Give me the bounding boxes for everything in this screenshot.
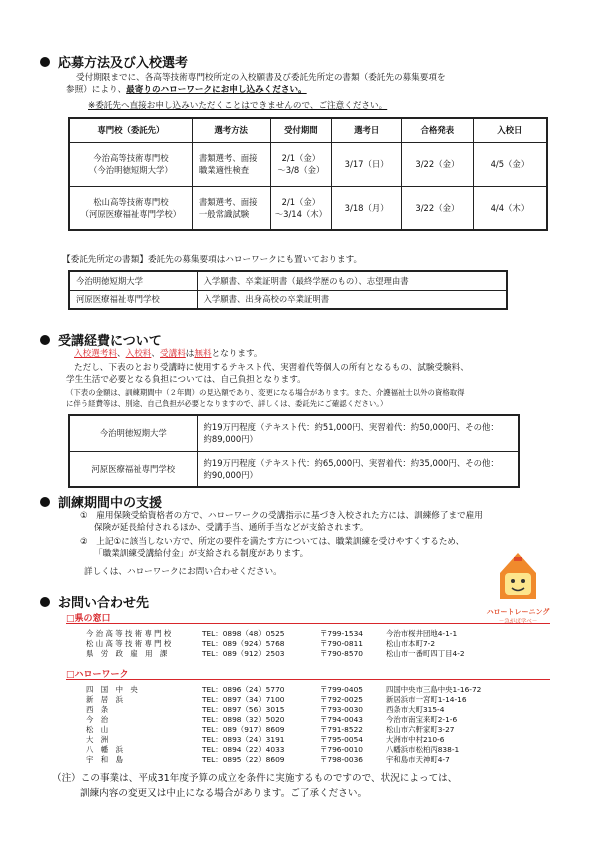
- entry-cell: 4/5（金）: [473, 142, 547, 186]
- contact-tel: TEL：089（912）2503: [202, 649, 285, 658]
- method-cell: [192, 186, 270, 230]
- application-table: [68, 117, 548, 231]
- period-start: 2/1（金）: [281, 153, 321, 163]
- method-line1: 書類選考、面接: [198, 196, 258, 207]
- table-row: [69, 142, 547, 186]
- bullet-icon: [40, 597, 50, 607]
- contact-tel: TEL：0897（34）7100: [202, 695, 285, 704]
- contact-name: 今 治: [86, 715, 109, 724]
- documents-table: [68, 270, 508, 310]
- contact-zip: 〒799-1534: [320, 629, 363, 638]
- fees-mid-text: は: [185, 349, 195, 359]
- header-entry: 入校日: [473, 118, 547, 142]
- contact-name: 宇 和 島: [86, 755, 123, 764]
- period-start: 2/1（金）: [281, 196, 321, 207]
- contact-tel: TEL：0898（48）0525: [202, 629, 285, 638]
- period-cell: [270, 186, 332, 230]
- fee-free-label: 無料: [194, 349, 212, 359]
- contact-name: 県 労 政 雇 用 課: [86, 649, 168, 658]
- contact-tel: TEL：089（924）5768: [202, 639, 285, 648]
- fee-item-selection: 入校選考料: [74, 349, 117, 359]
- result-cell: 3/22（金）: [402, 186, 474, 230]
- fees-cost-cell: [197, 451, 519, 487]
- application-para-line2: [66, 84, 307, 96]
- contact-name: 四 国 中 央: [86, 685, 138, 694]
- application-note: ※委託先へ直接お申し込みいただくことはできませんので、ご注意ください。: [88, 101, 388, 111]
- hellowork-label: □ハローワーク: [66, 670, 129, 680]
- table-row: [69, 186, 547, 230]
- bullet-icon: [40, 57, 50, 67]
- period-end: ～3/14（木）: [274, 208, 328, 219]
- contact-address: 宇和島市天神町4-7: [386, 755, 450, 764]
- application-heading: [40, 52, 188, 71]
- contact-zip: 〒795-0054: [320, 735, 363, 744]
- contact-address: 西条市大町315-4: [386, 705, 445, 714]
- contact-name: 西 条: [86, 705, 109, 714]
- fees-free-line: [74, 348, 262, 360]
- fees-school-cell: 今治明徳短期大学: [69, 415, 197, 451]
- contact-zip: 〒790-0811: [320, 639, 363, 648]
- contact-tel: TEL：0894（22）4033: [202, 745, 285, 754]
- school-partner: （河原医療福祉専門学校）: [80, 208, 182, 219]
- contact-zip: 〒791-8522: [320, 725, 363, 734]
- fees-para-line1: ただし、下表のとおり受講時に使用するテキスト代、実習着代等個人の所有となるもの、試験受験料、: [74, 363, 469, 373]
- method-line2: 一般常識試験: [198, 208, 250, 219]
- support-heading-text: 訓練期間中の支援: [58, 496, 163, 511]
- table-row: [69, 290, 507, 309]
- pref-divider: [66, 623, 550, 624]
- contact-address: 松山市一番町四丁目4-2: [386, 649, 465, 658]
- header-period: 受付期間: [270, 118, 332, 142]
- support-more: 詳しくは、ハローワークにお問い合わせください。: [84, 567, 282, 577]
- contact-address: 新居浜市一宮町1-14-16: [386, 695, 467, 704]
- contact-tel: TEL：089（917）8609: [202, 725, 285, 734]
- logo-subtext: －急がば学べ－: [498, 619, 538, 625]
- documents-docs-cell: 入学願書、出身高校の卒業証明書: [197, 290, 507, 309]
- period-cell: [270, 142, 332, 186]
- fees-school-cell: 河原医療福祉専門学校: [69, 451, 197, 487]
- contact-tel: TEL：0898（32）5020: [202, 715, 285, 724]
- method-cell: [192, 142, 270, 186]
- result-cell: 3/22（金）: [402, 142, 474, 186]
- contact-name: 大 洲: [86, 735, 109, 744]
- contact-heading: [40, 592, 149, 611]
- table-row: [69, 271, 507, 290]
- fee-item-entry: 入校料: [125, 349, 152, 359]
- contact-address: 八幡浜市松柏丙838-1: [386, 745, 460, 754]
- fees-cost-cell: [197, 415, 519, 451]
- separator: 、: [116, 349, 126, 359]
- contact-name: 八 幡 浜: [86, 745, 123, 754]
- application-heading-text: 応募方法及び入校選考: [58, 56, 189, 71]
- application-apply-notice: 最寄りのハローワークにお申し込みください。: [126, 85, 307, 95]
- support-item1-line2: 保険が延長給付されるほか、受講手当、通所手当などが支給されます。: [94, 523, 369, 533]
- fees-cost-line1: 約19万円程度（テキスト代：約51,000円、実習着代：約50,000円、その他：: [203, 422, 499, 433]
- fees-table: [68, 414, 520, 488]
- support-item2-line1: ② 上記①に該当しない方で、所定の要件を満たす方については、職業訓練を受けやすくするため、: [80, 537, 465, 547]
- footer-line2: 訓練内容の変更又は中止になる場合があります。ご了承ください。: [80, 788, 368, 799]
- mascot-icon: [478, 551, 558, 603]
- support-item1-line1: ① 雇用保険受給資格者の方で、ハローワークの受講指示に基づき入校された方には、訓練修了まで雇用: [80, 511, 483, 521]
- contact-heading-text: お問い合わせ先: [58, 596, 150, 611]
- contact-zip: 〒798-0036: [320, 755, 363, 764]
- support-item2-line2: 「職業訓練受講給付金」が支給される制度があります。: [94, 549, 309, 559]
- bullet-icon: [40, 497, 50, 507]
- hello-training-logo: [478, 551, 558, 625]
- school-cell: [69, 142, 192, 186]
- application-para-line1: 受付期限までに、各高等技術専門校所定の入校願書及び委託先所定の書類（委託先の募集要項を: [76, 73, 446, 83]
- application-para-line2-start: 参照）により、: [66, 85, 127, 95]
- documents-caption: 【委託先所定の書類】委託先の募集要項はハローワークにも置いております。: [62, 255, 363, 265]
- application-table-header-row: [69, 118, 547, 142]
- fees-heading-text: 受講経費について: [58, 334, 162, 349]
- separator: 、: [151, 349, 160, 359]
- contact-zip: 〒794-0043: [320, 715, 363, 724]
- contact-zip: 〒793-0030: [320, 705, 363, 714]
- entry-cell: 4/4（木）: [473, 186, 547, 230]
- support-heading: [40, 492, 162, 511]
- contact-zip: 〒799-0405: [320, 685, 363, 694]
- contact-address: 四国中央市三島中央1-16-72: [386, 685, 482, 694]
- contact-zip: 〒792-0025: [320, 695, 363, 704]
- logo-text: ハロートレーニング: [486, 608, 550, 616]
- contact-tel: TEL：0893（24）3191: [202, 735, 285, 744]
- documents-school-cell: 今治明徳短期大学: [69, 271, 197, 290]
- fees-small-line2: に伴う経費等は、別途、自己負担が必要となりますので、詳しくは、委託先にご確認ください。）: [66, 399, 388, 408]
- contact-address: 松山市本町7-2: [386, 639, 436, 648]
- contact-tel: TEL：0897（56）3015: [202, 705, 285, 714]
- header-school: 専門校（委託先）: [69, 118, 192, 142]
- fees-cost-line1: 約19万円程度（テキスト代：約65,000円、実習着代：約35,000円、その他：: [203, 457, 499, 468]
- contact-name: 新 居 浜: [86, 695, 123, 704]
- fees-para-line2: 学生生活で必要となる負担については、自己負担となります。: [66, 375, 306, 385]
- period-end: ～3/8（金）: [277, 165, 325, 175]
- contact-address: 松山市六軒家町3-27: [386, 725, 455, 734]
- fees-heading: [40, 330, 162, 349]
- method-line1: 書類選考、面接: [198, 153, 258, 163]
- bullet-icon: [40, 335, 50, 345]
- exam-cell: 3/18（月）: [332, 186, 402, 230]
- table-row: [69, 415, 519, 451]
- footer-line1: （注）この事業は、平成31年度予算の成立を条件に実施するものですので、状況によっては、: [52, 773, 458, 784]
- fees-end-text: となります。: [211, 349, 263, 359]
- contact-zip: 〒790-8570: [320, 649, 363, 658]
- documents-school-cell: 河原医療福祉専門学校: [69, 290, 197, 309]
- method-line2: 職業適性検査: [198, 165, 250, 175]
- school-partner: （今治明徳短期大学）: [89, 165, 173, 175]
- hellowork-divider: [66, 679, 550, 680]
- contact-tel: TEL：0895（22）8609: [202, 755, 285, 764]
- fees-small-line1: （下表の金額は、訓練期間中（２年間）の見込額であり、変更になる場合があります。また、介護福祉士以外の資格取得: [66, 388, 465, 397]
- contact-name: 松 山: [86, 725, 109, 734]
- school-name: 今治高等技術専門校: [93, 153, 169, 163]
- school-cell: [69, 186, 192, 230]
- header-exam: 選考日: [332, 118, 402, 142]
- table-row: [69, 451, 519, 487]
- contact-address: 今治市桜井団地4-1-1: [386, 629, 458, 638]
- fees-cost-line2: 約90,000円）: [203, 469, 258, 480]
- header-method: 選考方法: [192, 118, 270, 142]
- pref-office-label: □県の窓口: [66, 614, 111, 624]
- school-name: 松山高等技術専門校: [93, 196, 169, 207]
- header-result: 合格発表: [402, 118, 474, 142]
- documents-docs-cell: 入学願書、卒業証明書（最終学歴のもの）、志望理由書: [197, 271, 507, 290]
- contact-zip: 〒796-0010: [320, 745, 363, 754]
- contact-address: 大洲市中村210-6: [386, 735, 445, 744]
- contact-name: 今 治 高 等 技 術 専 門 校: [86, 629, 172, 638]
- contact-name: 松 山 高 等 技 術 専 門 校: [86, 639, 172, 648]
- fees-cost-line2: 約89,000円）: [203, 434, 258, 445]
- exam-cell: 3/17（日）: [332, 142, 402, 186]
- fee-item-tuition: 受講料: [160, 349, 186, 359]
- contact-address: 今治市南宝来町2-1-6: [386, 715, 458, 724]
- contact-tel: TEL：0896（24）5770: [202, 685, 285, 694]
